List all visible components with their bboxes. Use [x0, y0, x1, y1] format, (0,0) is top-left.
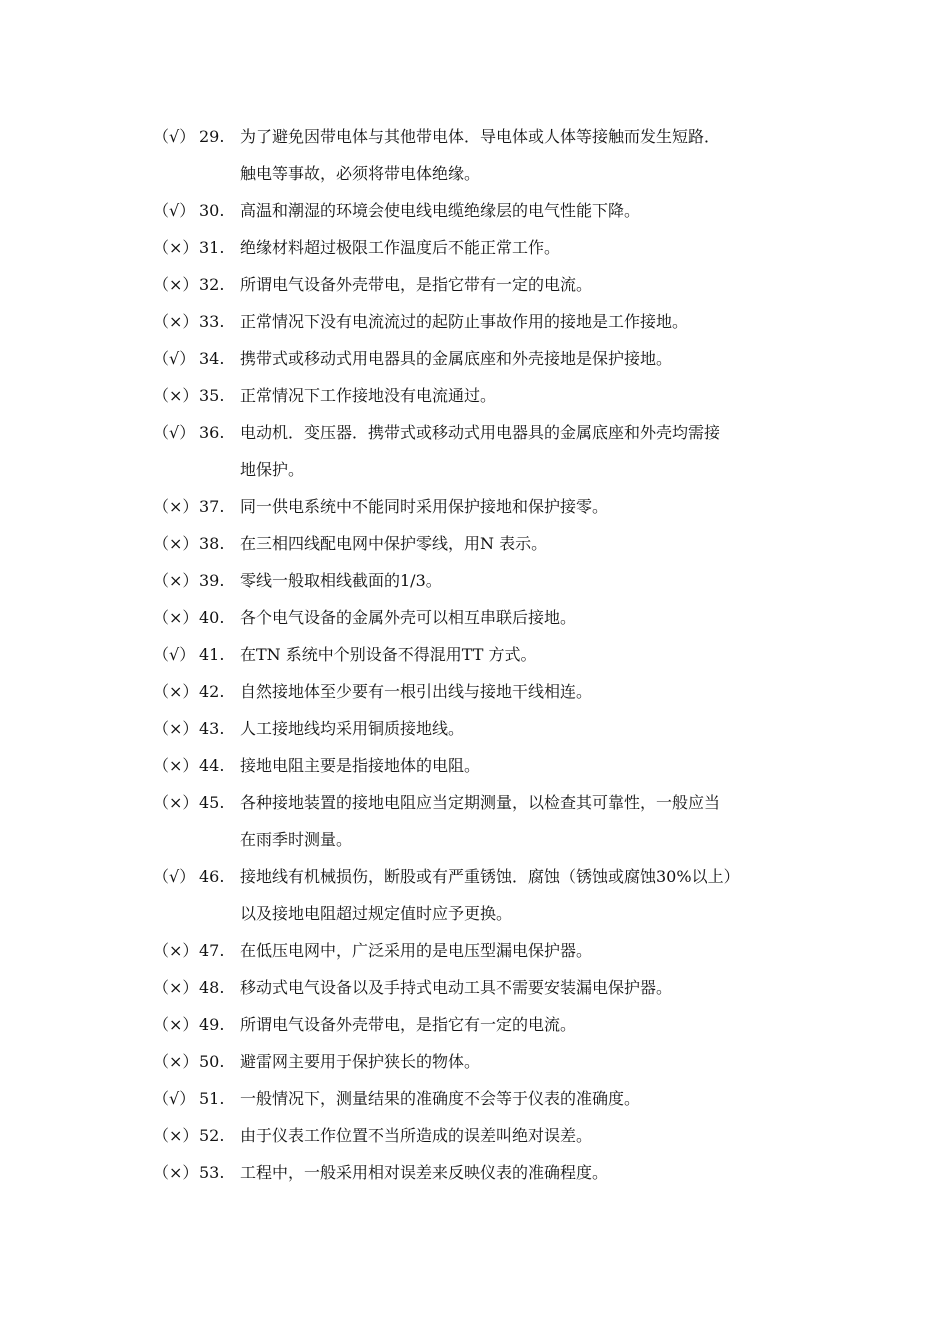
question-number: 39. — [199, 571, 225, 590]
question-text-line: 触电等事故，必须将带电体绝缘。 — [240, 164, 481, 183]
question-item — [153, 1006, 833, 1043]
question-item — [153, 1117, 833, 1154]
question-number: 34. — [199, 349, 225, 368]
question-item — [153, 673, 833, 710]
answer-mark: （×） — [153, 497, 199, 516]
answer-mark: （√） — [153, 201, 196, 220]
question-text — [240, 525, 820, 562]
question-number: 33. — [199, 312, 225, 331]
question-text — [240, 747, 820, 784]
question-text — [240, 118, 820, 192]
question-text-line: 为了避免因带电体与其他带电体．导电体或人体等接触而发生短路． — [240, 127, 721, 146]
answer-mark: （×） — [153, 756, 199, 775]
question-number: 38. — [199, 534, 225, 553]
question-text — [240, 636, 820, 673]
question-text — [240, 969, 820, 1006]
question-number: 46. — [199, 867, 225, 886]
question-text — [240, 599, 820, 636]
question-list — [153, 118, 833, 1191]
question-text-line: 同一供电系统中不能同时采用保护接地和保护接零。 — [240, 497, 609, 516]
question-text — [240, 1154, 820, 1191]
question-text — [240, 303, 820, 340]
question-item — [153, 1043, 833, 1080]
question-text-line: 正常情况下工作接地没有电流通过。 — [240, 386, 497, 405]
question-item — [153, 1154, 833, 1191]
question-text — [240, 266, 820, 303]
question-text — [240, 784, 820, 858]
question-text-line: 在TN 系统中个别设备不得混用TT 方式。 — [240, 645, 537, 664]
answer-mark: （√） — [153, 1089, 196, 1108]
question-item — [153, 858, 833, 932]
question-text-line: 地保护。 — [240, 460, 305, 479]
question-number: 30. — [199, 201, 225, 220]
question-number: 51. — [199, 1089, 225, 1108]
question-item — [153, 747, 833, 784]
answer-mark: （×） — [153, 1052, 199, 1071]
question-text-line: 电动机．变压器．携带式或移动式用电器具的金属底座和外壳均需接 — [240, 423, 721, 442]
question-number: 40. — [199, 608, 225, 627]
question-item — [153, 266, 833, 303]
question-number: 45. — [199, 793, 225, 812]
question-number: 35. — [199, 386, 225, 405]
question-text — [240, 932, 820, 969]
question-text-line: 避雷网主要用于保护狭长的物体。 — [240, 1052, 481, 1071]
question-item — [153, 784, 833, 858]
question-text-line: 自然接地体至少要有一根引出线与接地干线相连。 — [240, 682, 593, 701]
answer-mark: （×） — [153, 1126, 199, 1145]
question-item — [153, 303, 833, 340]
question-item — [153, 340, 833, 377]
question-number: 53. — [199, 1163, 225, 1182]
question-item — [153, 229, 833, 266]
answer-mark: （×） — [153, 719, 199, 738]
question-number: 31. — [199, 238, 225, 257]
answer-mark: （×） — [153, 534, 199, 553]
answer-mark: （×） — [153, 793, 199, 812]
question-text-line: 在低压电网中，广泛采用的是电压型漏电保护器。 — [240, 941, 593, 960]
question-text-line: 以及接地电阻超过规定值时应予更换。 — [240, 904, 513, 923]
question-item — [153, 414, 833, 488]
question-number: 36. — [199, 423, 225, 442]
question-text — [240, 673, 820, 710]
answer-mark: （×） — [153, 238, 199, 257]
question-text-line: 一般情况下，测量结果的准确度不会等于仪表的准确度。 — [240, 1089, 641, 1108]
question-text-line: 正常情况下没有电流流过的起防止事故作用的接地是工作接地。 — [240, 312, 689, 331]
question-number: 29. — [199, 127, 225, 146]
answer-mark: （×） — [153, 312, 199, 331]
question-number: 37. — [199, 497, 225, 516]
answer-mark: （√） — [153, 423, 196, 442]
question-item — [153, 932, 833, 969]
question-item — [153, 377, 833, 414]
question-item — [153, 118, 833, 192]
question-number: 49. — [199, 1015, 225, 1034]
answer-mark: （×） — [153, 941, 199, 960]
answer-mark: （×） — [153, 386, 199, 405]
question-text-line: 携带式或移动式用电器具的金属底座和外壳接地是保护接地。 — [240, 349, 673, 368]
question-text-line: 高温和潮湿的环境会使电线电缆绝缘层的电气性能下降。 — [240, 201, 641, 220]
question-text-line: 所谓电气设备外壳带电，是指它带有一定的电流。 — [240, 275, 593, 294]
question-text — [240, 229, 820, 266]
question-text-line: 绝缘材料超过极限工作温度后不能正常工作。 — [240, 238, 561, 257]
question-number: 48. — [199, 978, 225, 997]
question-item — [153, 636, 833, 673]
question-text — [240, 710, 820, 747]
question-text-line: 移动式电气设备以及手持式电动工具不需要安装漏电保护器。 — [240, 978, 673, 997]
question-item — [153, 599, 833, 636]
question-item — [153, 1080, 833, 1117]
answer-mark: （√） — [153, 349, 196, 368]
question-text — [240, 858, 820, 932]
answer-mark: （×） — [153, 608, 199, 627]
question-text-line: 在三相四线配电网中保护零线，用N 表示。 — [240, 534, 548, 553]
question-text-line: 接地线有机械损伤，断股或有严重锈蚀．腐蚀（锈蚀或腐蚀30%以上） — [240, 867, 740, 886]
answer-mark: （×） — [153, 571, 199, 590]
question-number: 44. — [199, 756, 225, 775]
question-text-line: 接地电阻主要是指接地体的电阻。 — [240, 756, 481, 775]
question-number: 47. — [199, 941, 225, 960]
question-text — [240, 1080, 820, 1117]
question-number: 41. — [199, 645, 225, 664]
question-item — [153, 562, 833, 599]
question-number: 32. — [199, 275, 225, 294]
answer-mark: （√） — [153, 127, 196, 146]
question-number: 50. — [199, 1052, 225, 1071]
question-number: 42. — [199, 682, 225, 701]
answer-mark: （√） — [153, 867, 196, 886]
answer-mark: （×） — [153, 1015, 199, 1034]
question-text — [240, 1117, 820, 1154]
answer-mark: （×） — [153, 275, 199, 294]
answer-mark: （×） — [153, 978, 199, 997]
question-text-line: 工程中，一般采用相对误差来反映仪表的准确程度。 — [240, 1163, 609, 1182]
question-number: 52. — [199, 1126, 225, 1145]
question-text — [240, 377, 820, 414]
question-text-line: 所谓电气设备外壳带电，是指它有一定的电流。 — [240, 1015, 577, 1034]
question-text — [240, 1043, 820, 1080]
question-text-line: 人工接地线均采用铜质接地线。 — [240, 719, 465, 738]
answer-mark: （√） — [153, 645, 196, 664]
question-item — [153, 710, 833, 747]
question-text-line: 由于仪表工作位置不当所造成的误差叫绝对误差。 — [240, 1126, 593, 1145]
question-text — [240, 414, 820, 488]
question-text-line: 各个电气设备的金属外壳可以相互串联后接地。 — [240, 608, 577, 627]
question-item — [153, 969, 833, 1006]
question-text-line: 零线一般取相线截面的1/3。 — [240, 571, 442, 590]
question-text — [240, 562, 820, 599]
question-text-line: 各种接地装置的接地电阻应当定期测量，以检查其可靠性，一般应当 — [240, 793, 721, 812]
question-item — [153, 488, 833, 525]
question-text — [240, 488, 820, 525]
answer-mark: （×） — [153, 1163, 199, 1182]
question-text — [240, 340, 820, 377]
question-text-line: 在雨季时测量。 — [240, 830, 353, 849]
question-text — [240, 1006, 820, 1043]
question-number: 43. — [199, 719, 225, 738]
question-text — [240, 192, 820, 229]
question-item — [153, 525, 833, 562]
answer-mark: （×） — [153, 682, 199, 701]
question-item — [153, 192, 833, 229]
